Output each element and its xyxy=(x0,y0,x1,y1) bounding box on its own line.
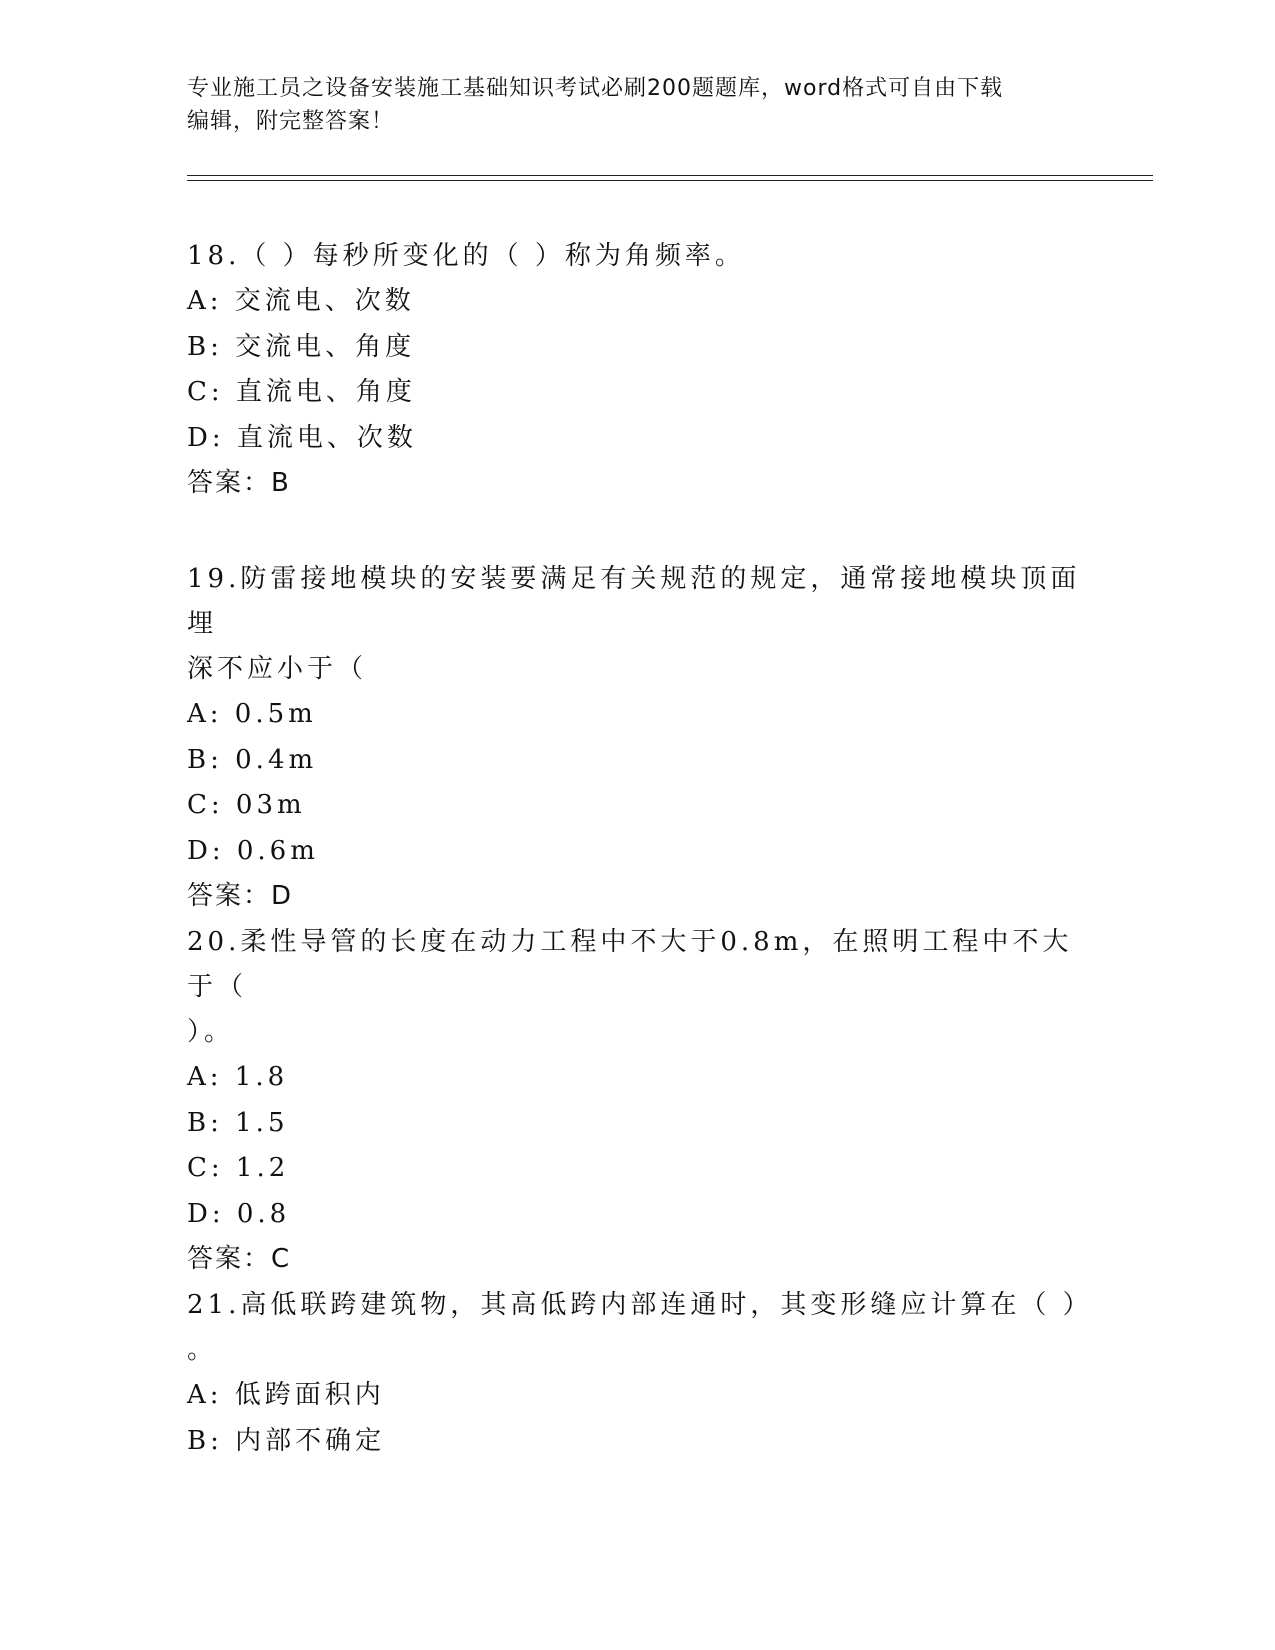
option-b: B: 交流电、角度 xyxy=(187,331,416,362)
option-a: A: 交流电、次数 xyxy=(187,286,415,316)
option-c: C: 1.2 xyxy=(187,1153,290,1183)
question-text: 18.（ ）每秒所变化的（ ）称为角频率。 xyxy=(187,241,745,271)
option-d: D: 0.6m xyxy=(187,835,319,866)
question-text-line-1: 20.柔性导管的长度在动力工程中不大于0.8m，在照明工程中不大于（ xyxy=(187,927,1073,1002)
option-a: A: 低跨面积内 xyxy=(187,1380,385,1410)
question-text-line-1: 21.高低联跨建筑物，其高低跨内部连通时，其变形缝应计算在（ ） xyxy=(187,1290,1093,1320)
option-c: C: 直流电、角度 xyxy=(187,377,416,407)
question-text-line-2: ）。 xyxy=(187,1017,235,1047)
question-21 xyxy=(187,1283,1093,1464)
header-divider-top xyxy=(187,175,1153,176)
question-20 xyxy=(187,920,1087,1282)
document-header xyxy=(187,72,1067,138)
answer: 答案：D xyxy=(187,881,294,911)
header-line-2: 编辑，附完整答案！ xyxy=(187,109,395,134)
option-b: B: 内部不确定 xyxy=(187,1425,386,1456)
option-a: A: 0.5m xyxy=(187,699,317,729)
option-c: C: 03m xyxy=(187,790,306,820)
header-line-1: 专业施工员之设备安装施工基础知识考试必刷200题题库，word格式可自由下载 xyxy=(187,76,1004,101)
header-divider-bottom xyxy=(187,180,1153,181)
answer: 答案：C xyxy=(187,1244,292,1274)
answer: 答案：B xyxy=(187,468,291,498)
option-d: D: 直流电、次数 xyxy=(187,422,417,453)
question-19 xyxy=(187,557,1087,919)
option-b: B: 1.5 xyxy=(187,1107,289,1138)
option-a: A: 1.8 xyxy=(187,1062,289,1092)
question-text-line-2: 深不应小于（ xyxy=(187,654,368,684)
option-d: D: 0.8 xyxy=(187,1198,291,1229)
option-b: B: 0.4m xyxy=(187,744,318,775)
question-18 xyxy=(187,234,1087,506)
question-text-line-2: 。 xyxy=(187,1335,218,1365)
question-text-line-1: 19.防雷接地模块的安装要满足有关规范的规定，通常接地模块顶面埋 xyxy=(187,564,1081,639)
